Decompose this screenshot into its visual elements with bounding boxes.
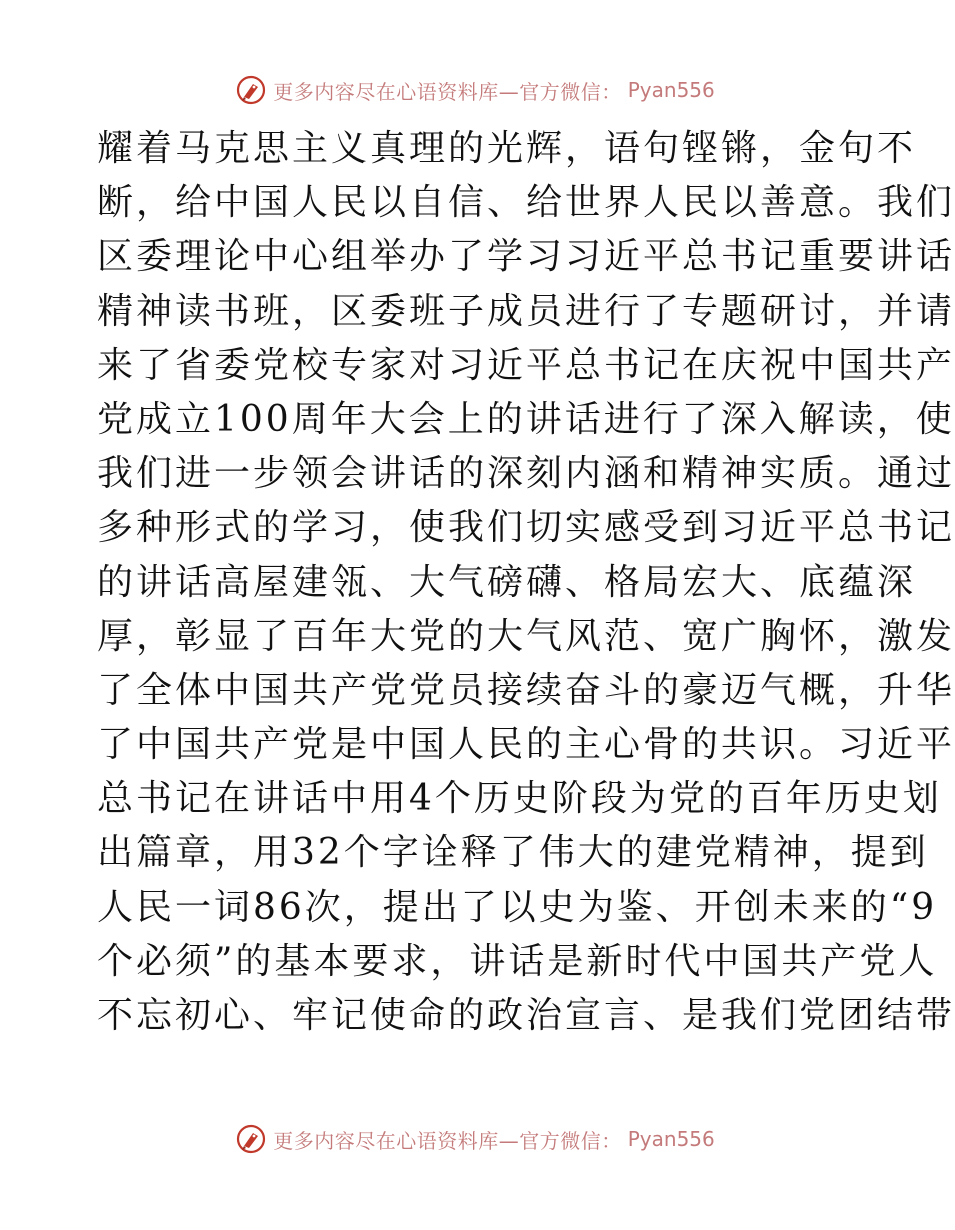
text-line: 不忘初心、牢记使命的政治宣言、是我们党团结带 — [97, 995, 955, 1036]
text-line: 多种形式的学习，使我们切实感受到习近平总书记 — [97, 507, 955, 549]
header-banner — [0, 72, 950, 108]
text-line: 精神读书班，区委班子成员进行了专题研讨，并请 — [97, 290, 955, 332]
text-line: 断，给中国人民以自信、给世界人民以善意。我们 — [97, 182, 955, 224]
pen-nib-logo-icon — [235, 1123, 267, 1155]
text-line: 了中国共产党是中国人民的主心骨的共识。习近平 — [97, 724, 955, 766]
text-line: 来了省委党校专家对习近平总书记在庆祝中国共产 — [97, 344, 955, 386]
text-line: 个必须”的基本要求，讲话是新时代中国共产党人 — [97, 940, 938, 982]
text-line: 耀着马克思主义真理的光辉，语句铿锵，金句不 — [97, 128, 917, 169]
text-line: 厚，彰显了百年大党的大气风范、宽广胸怀，激发 — [97, 615, 955, 657]
header-banner-text: 更多内容尽在心语资料库—官方微信： — [273, 79, 622, 104]
body-text — [97, 122, 955, 1043]
footer-wechat-id: Pyan556 — [627, 1127, 715, 1151]
text-line: 区委理论中心组举办了学习习近平总书记重要讲话 — [97, 236, 955, 278]
footer-banner — [0, 1121, 950, 1157]
text-line: 总书记在讲话中用4个历史阶段为党的百年历史划 — [97, 778, 942, 820]
text-line: 党成立100周年大会上的讲话进行了深入解读，使 — [97, 398, 955, 440]
footer-banner-text: 更多内容尽在心语资料库—官方微信： — [273, 1128, 622, 1153]
text-line: 了全体中国共产党党员接续奋斗的豪迈气概，升华 — [97, 669, 955, 711]
header-wechat-id: Pyan556 — [627, 78, 715, 102]
pen-nib-logo-icon — [235, 74, 267, 106]
text-line: 人民一词86次，提出了以史为鉴、开创未来的“9 — [97, 886, 938, 928]
text-line: 我们进一步领会讲话的深刻内涵和精神实质。通过 — [97, 453, 955, 495]
text-line: 出篇章，用32个字诠释了伟大的建党精神，提到 — [97, 832, 929, 874]
text-line: 的讲话高屋建瓴、大气磅礴、格局宏大、底蕴深 — [97, 561, 917, 603]
